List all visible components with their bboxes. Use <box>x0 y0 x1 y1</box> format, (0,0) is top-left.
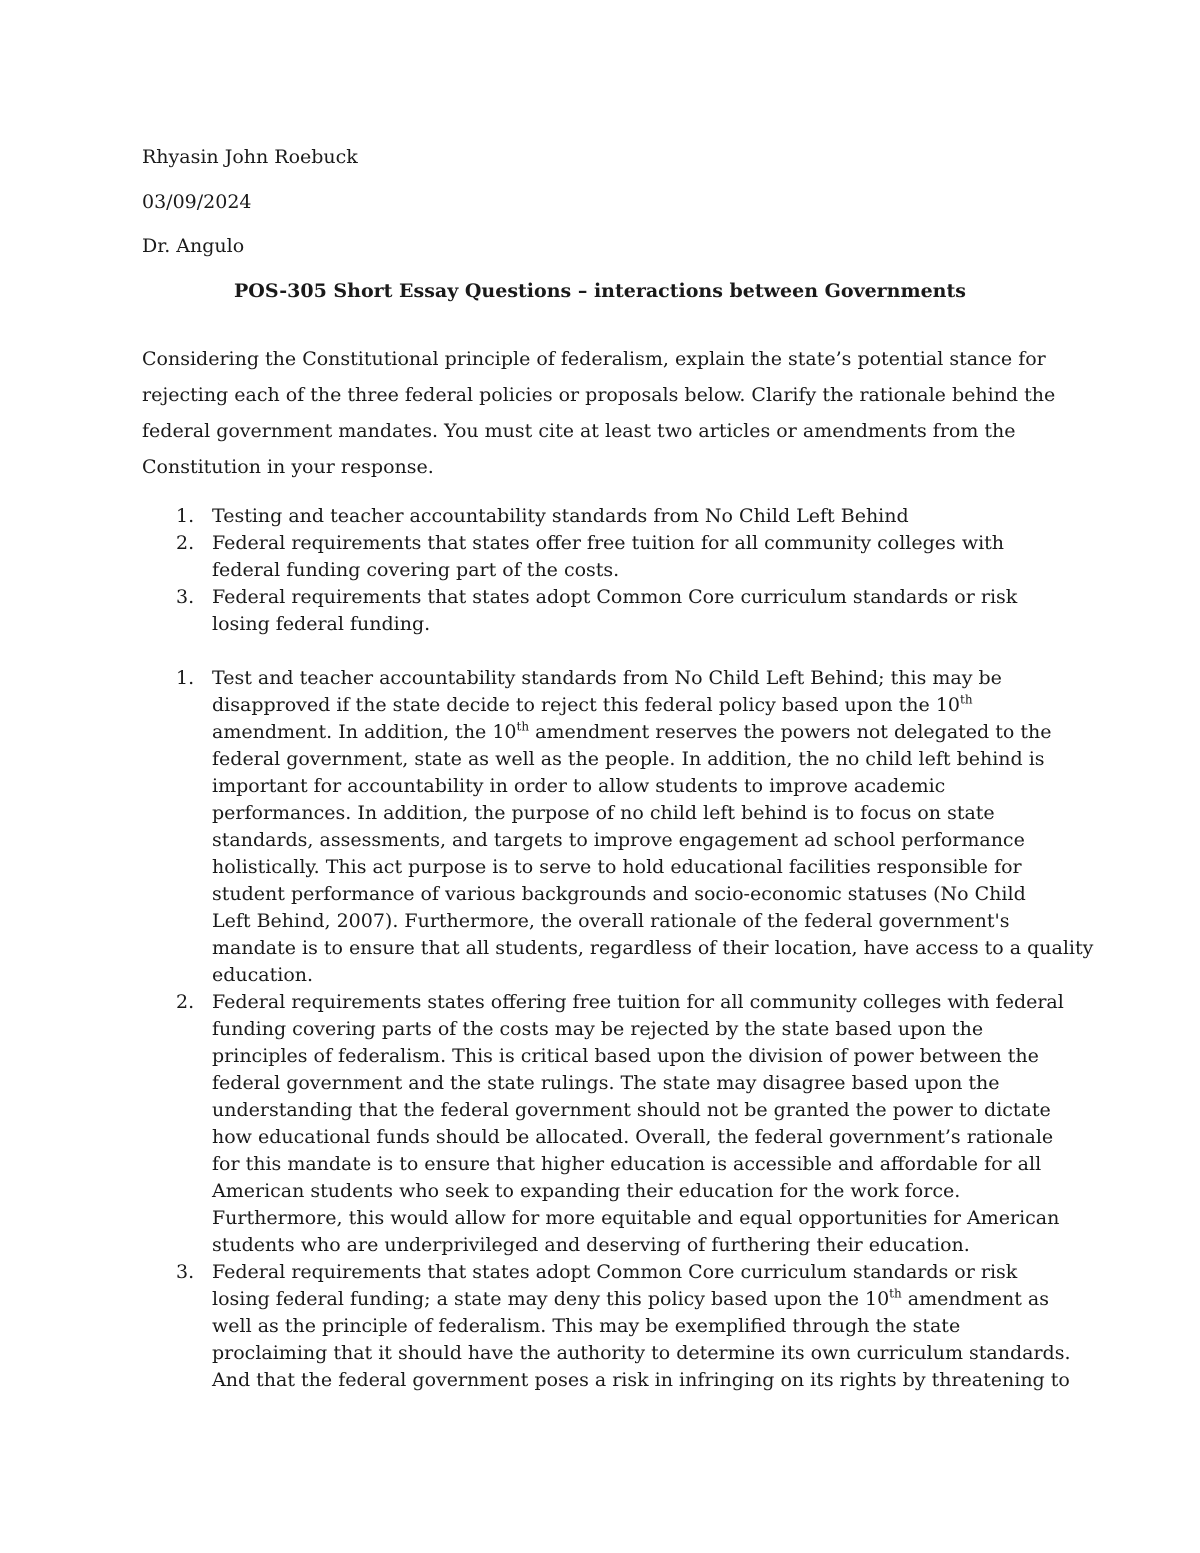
answer-line: standards, assessments, and targets to improve engagement ad school performance <box>212 829 1025 851</box>
answer-line: Test and teacher accountability standards from No Child Left Behind; this may be <box>212 667 1002 689</box>
answer-line: federal government, state as well as the people. In addition, the no child left behind is <box>212 748 1045 770</box>
answer-text: disapproved if the state decide to reject this federal policy based upon the 10 <box>212 694 960 716</box>
ordinal-superscript: th <box>889 1286 902 1301</box>
question-item <box>142 530 1072 584</box>
answer-line <box>212 692 1072 719</box>
student-name: Rhyasin John Roebuck <box>142 146 358 168</box>
question-item <box>142 584 1072 638</box>
answer-number: 2. <box>176 991 195 1013</box>
answer-line: holistically. This act purpose is to serve to hold educational facilities responsible for <box>212 856 1022 878</box>
essay-prompt <box>142 341 1062 485</box>
prompt-line: Considering the Constitutional principle of federalism, explain the state’s potential stance for <box>142 348 1046 370</box>
answer-text: amendment. In addition, the 10 <box>212 721 517 743</box>
ordinal-superscript: th <box>960 692 973 707</box>
prompt-line: federal government mandates. You must cite at least two articles or amendments from the <box>142 420 1016 442</box>
submission-date: 03/09/2024 <box>142 191 252 213</box>
answer-line: for this mandate is to ensure that higher education is accessible and affordable for all <box>212 1153 1042 1175</box>
essay-title: POS-305 Short Essay Questions – interactions between Governments <box>234 280 966 302</box>
answer-line: Federal requirements states offering free tuition for all community colleges with federal <box>212 991 1064 1013</box>
answer-text: amendment as <box>901 1288 1049 1310</box>
prompt-line: rejecting each of the three federal policies or proposals below. Clarify the rationale behind the <box>142 384 1056 406</box>
answer-line: well as the principle of federalism. This may be exemplified through the state <box>212 1315 961 1337</box>
answer-list <box>142 665 1094 1394</box>
answer-line: mandate is to ensure that all students, regardless of their location, have access to a quality <box>212 937 1094 959</box>
answer-item <box>142 1259 1072 1394</box>
answer-text: losing federal funding; a state may deny this policy based upon the 10 <box>212 1288 890 1310</box>
answer-line <box>212 719 1072 746</box>
answer-line: understanding that the federal government should not be granted the power to dictate <box>212 1099 1051 1121</box>
answer-line: performances. In addition, the purpose of no child left behind is to focus on state <box>212 802 995 824</box>
question-line: Federal requirements that states adopt Common Core curriculum standards or risk <box>212 586 1018 608</box>
question-list <box>142 503 1072 638</box>
question-number: 2. <box>176 532 195 554</box>
prompt-line: Constitution in your response. <box>142 456 434 478</box>
answer-number: 1. <box>176 667 195 689</box>
answer-line: important for accountability in order to allow students to improve academic <box>212 775 946 797</box>
answer-line: federal government and the state rulings. The state may disagree based upon the <box>212 1072 1000 1094</box>
answer-line: proclaiming that it should have the authority to determine its own curriculum standards. <box>212 1342 1071 1364</box>
answer-line: American students who seek to expanding their education for the work force. <box>212 1180 961 1202</box>
answer-line: Federal requirements that states adopt Common Core curriculum standards or risk <box>212 1261 1018 1283</box>
question-item <box>142 503 1072 530</box>
question-line: Federal requirements that states offer free tuition for all community colleges with <box>212 532 1005 554</box>
answer-item <box>142 665 1094 989</box>
ordinal-superscript: th <box>516 719 530 734</box>
answer-line: education. <box>212 964 314 986</box>
answer-line: Furthermore, this would allow for more equitable and equal opportunities for American <box>212 1207 1060 1229</box>
instructor-name: Dr. Angulo <box>142 235 245 257</box>
answer-line: And that the federal government poses a risk in infringing on its rights by threatening to <box>212 1369 1070 1391</box>
answer-text: amendment reserves the powers not delegated to the <box>529 721 1052 743</box>
answer-line: students who are underprivileged and deserving of furthering their education. <box>212 1234 970 1256</box>
answer-line: how educational funds should be allocated. Overall, the federal government’s rationale <box>212 1126 1054 1148</box>
question-number: 3. <box>176 586 195 608</box>
answer-line: student performance of various backgrounds and socio-economic statuses (No Child <box>212 883 1026 905</box>
answer-line: principles of federalism. This is critical based upon the division of power between the <box>212 1045 1039 1067</box>
question-number: 1. <box>176 505 195 527</box>
question-line: Testing and teacher accountability standards from No Child Left Behind <box>212 505 909 527</box>
question-line: losing federal funding. <box>212 613 431 635</box>
question-line: federal funding covering part of the costs. <box>212 559 620 581</box>
answer-line: funding covering parts of the costs may be rejected by the state based upon the <box>212 1018 984 1040</box>
answer-item <box>142 989 1072 1259</box>
answer-line: Left Behind, 2007). Furthermore, the overall rationale of the federal government's <box>212 910 1010 932</box>
answer-line <box>212 1286 1072 1313</box>
answer-number: 3. <box>176 1261 195 1283</box>
